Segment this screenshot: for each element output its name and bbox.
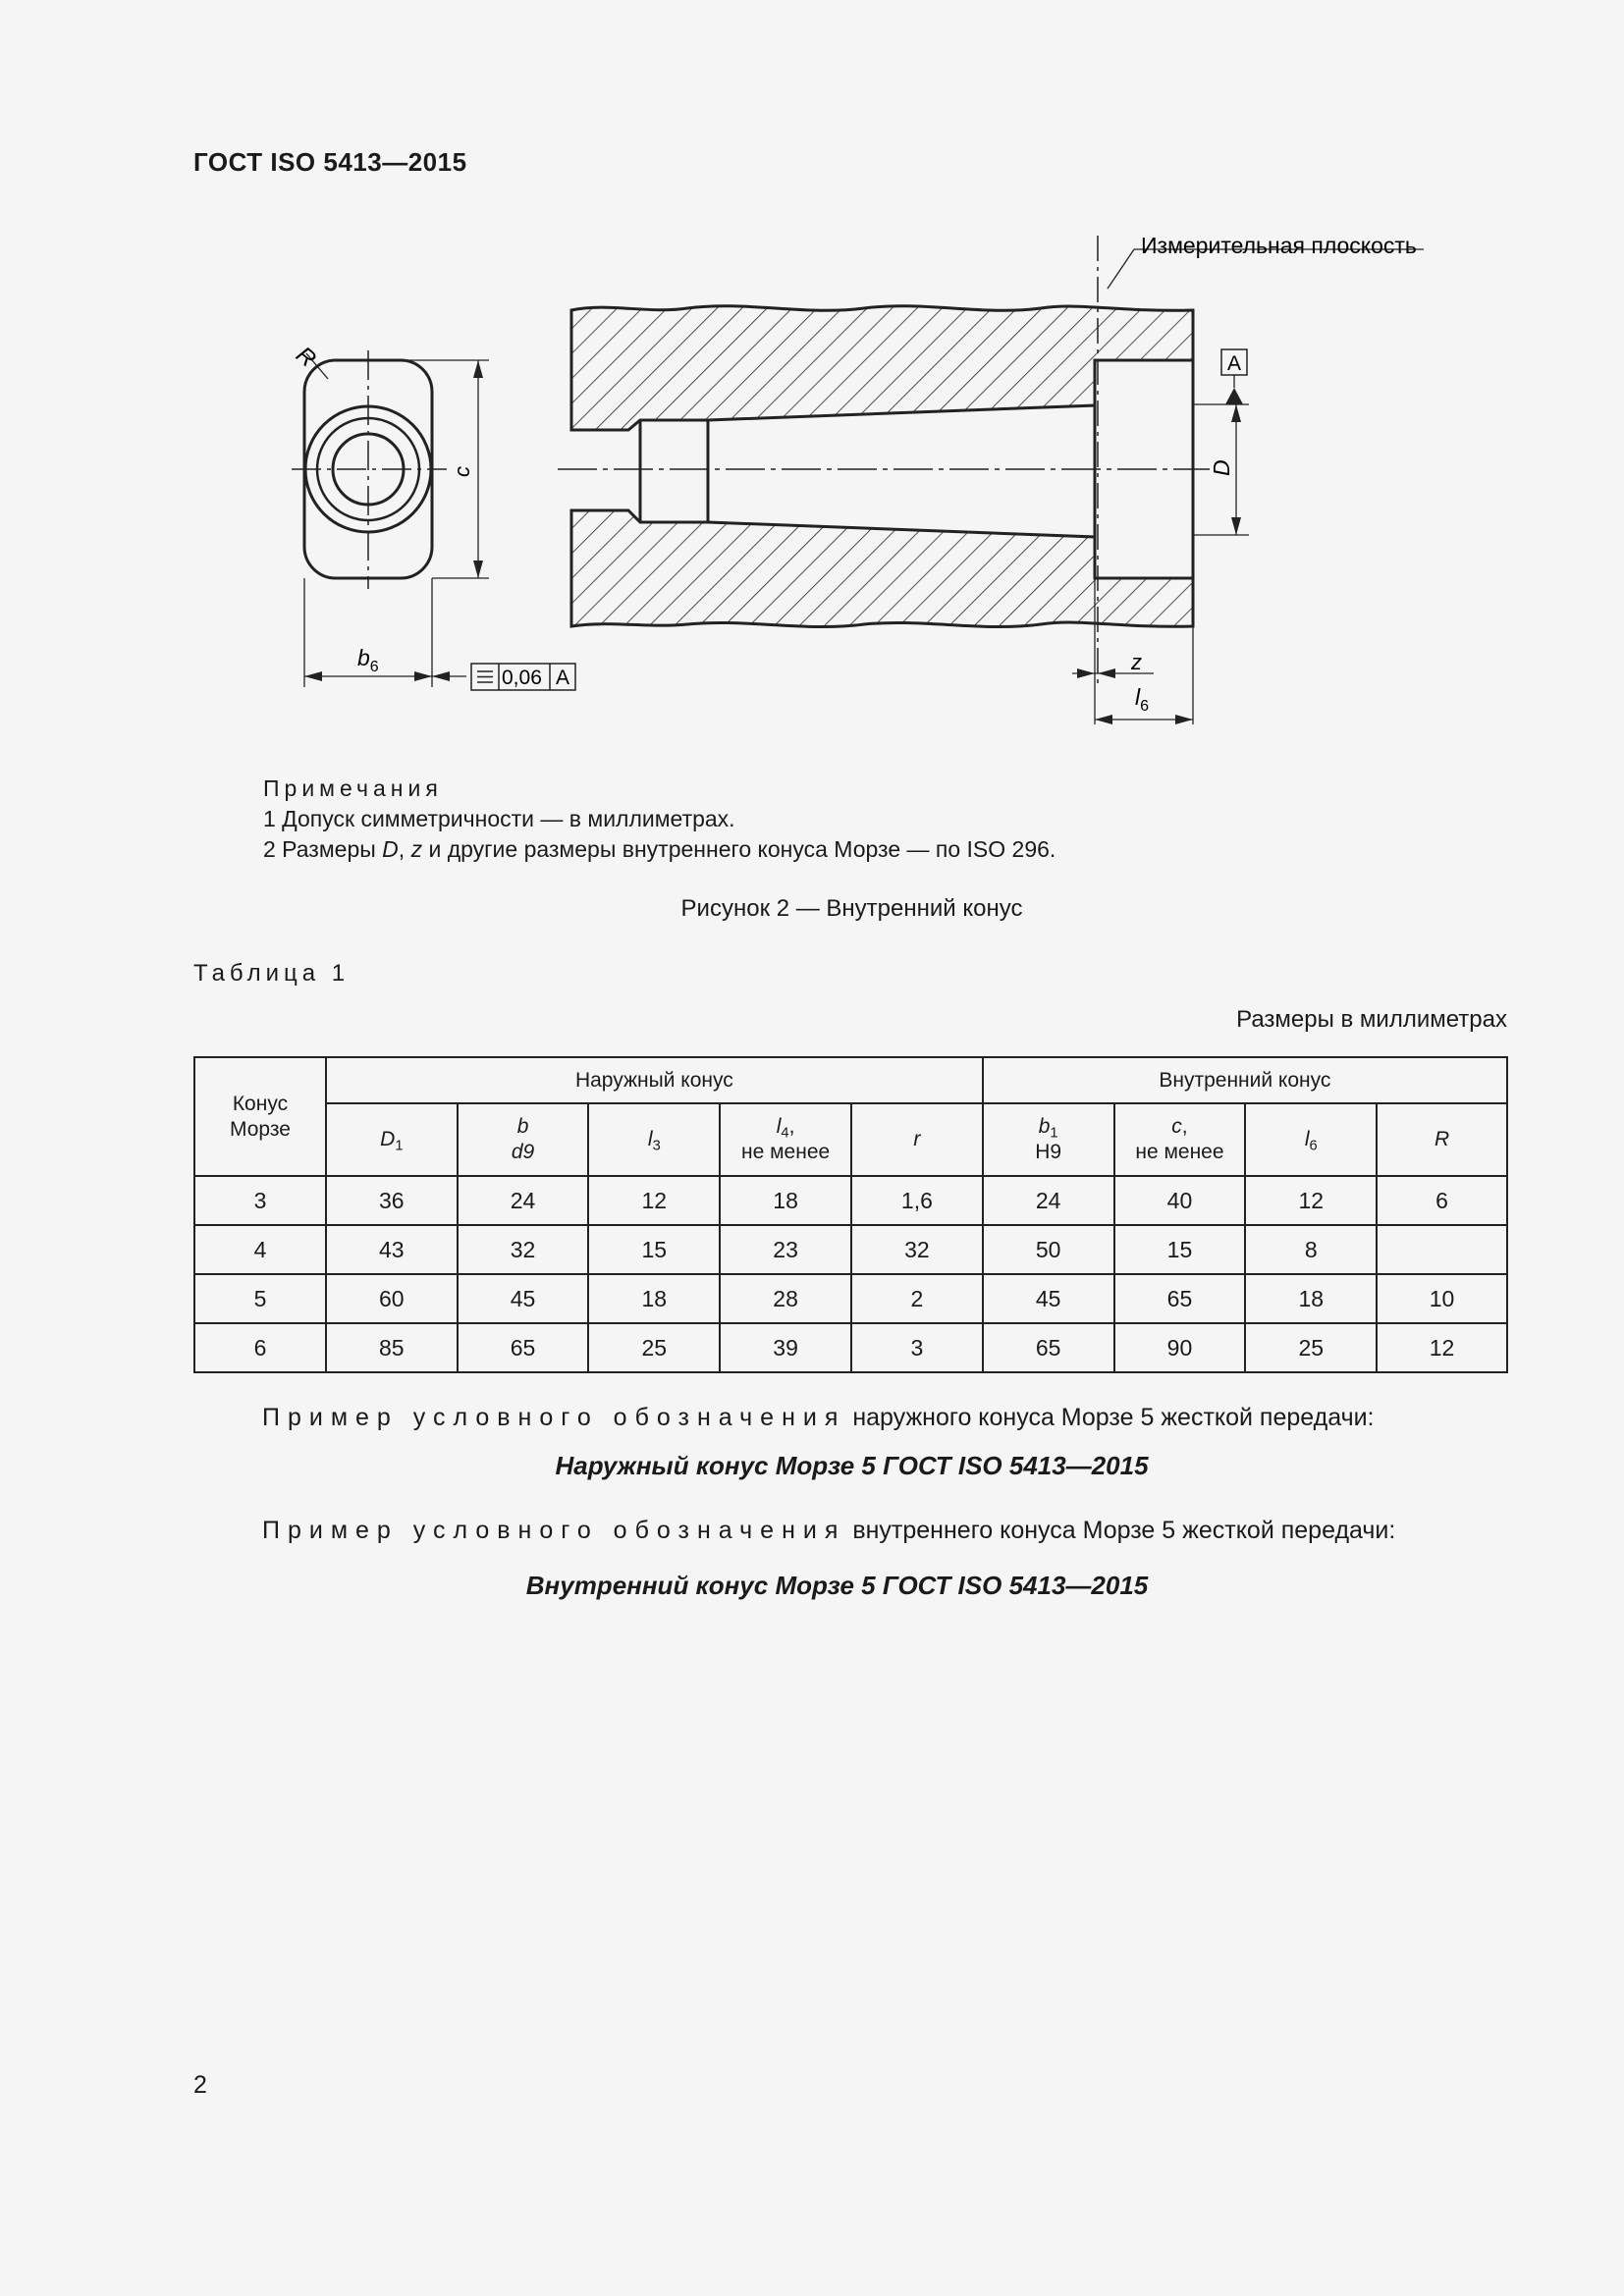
- tolerance-value: 0,06: [502, 667, 542, 689]
- header-b1: $b_1$ H9: [983, 1103, 1114, 1176]
- figure-caption: Рисунок 2 — Внутренний конус: [680, 895, 1023, 922]
- header-l3: $l_3$: [588, 1103, 720, 1176]
- example-inner-designation: Внутренний конус Морзе 5 ГОСТ ISO 5413—2015: [525, 1571, 1149, 1600]
- dim-c-label: c: [450, 466, 474, 477]
- example-outer-text: Пример условного обозначения наружного конуса Морзе 5 жесткой передачи:: [262, 1404, 1375, 1431]
- dim-b6-letter: b: [357, 645, 370, 670]
- dim-b6-sub: 6: [369, 659, 379, 675]
- header-morse: Конус Морзе: [194, 1057, 326, 1176]
- dim-b6-label: [357, 645, 379, 675]
- header-b: b d9: [458, 1103, 589, 1176]
- note-2: 2 Размеры D, z и другие размеры внутреннего конуса Морзе — по ISO 296.: [263, 836, 1056, 862]
- dim-l6-label: [1135, 684, 1149, 715]
- header-l6: $l_6$: [1245, 1103, 1377, 1176]
- dim-R-label: R: [291, 341, 321, 373]
- header-outer-cone: Наружный конус: [326, 1057, 983, 1103]
- table-row: 5 60 45 18 28 2 45 65 18 10: [194, 1274, 1507, 1323]
- measuring-plane-label: Измерительная плоскость: [1141, 233, 1417, 258]
- table-units: Размеры в миллиметрах: [1236, 1006, 1507, 1033]
- datum-A-label: A: [1227, 352, 1242, 375]
- notes-title: Примечания: [263, 775, 443, 801]
- header-D1: $D_1$: [326, 1103, 458, 1176]
- header-c: c, не менее: [1114, 1103, 1246, 1176]
- notes: [263, 774, 1056, 865]
- table-row: 6 85 65 25 39 3 65 90 25 12: [194, 1323, 1507, 1372]
- header-r: r: [851, 1103, 983, 1176]
- dimensions-table: [193, 1056, 1508, 1373]
- dim-D-label: D: [1209, 459, 1234, 476]
- dim-l6-sub: 6: [1140, 698, 1150, 715]
- dim-z-label: z: [1131, 650, 1142, 674]
- internal-cone-drawing: [0, 0, 1624, 785]
- header-R: R: [1377, 1103, 1507, 1176]
- document-header: ГОСТ ISO 5413—2015: [193, 147, 467, 177]
- end-view: [292, 350, 575, 690]
- note-1: 1 Допуск симметричности — в миллиметрах.: [263, 806, 735, 831]
- dim-l6-letter: l: [1135, 684, 1141, 710]
- table-row: 4 43 32 15 23 32 50 15 8: [194, 1225, 1507, 1274]
- header-inner-cone: Внутренний конус: [983, 1057, 1507, 1103]
- tolerance-datum: A: [556, 667, 570, 689]
- example-outer-designation: Наружный конус Морзе 5 ГОСТ ISO 5413—2015: [555, 1451, 1149, 1480]
- example-inner-text: Пример условного обозначения внутреннего конуса Морзе 5 жесткой передачи:: [262, 1517, 1396, 1544]
- header-l4: $l_4$, не менее: [720, 1103, 851, 1176]
- section-view: [558, 236, 1424, 724]
- table-title: Таблица 1: [193, 960, 351, 987]
- table-row: 3 36 24 12 18 1,6 24 40 12 6: [194, 1176, 1507, 1225]
- page-number: 2: [193, 2071, 207, 2099]
